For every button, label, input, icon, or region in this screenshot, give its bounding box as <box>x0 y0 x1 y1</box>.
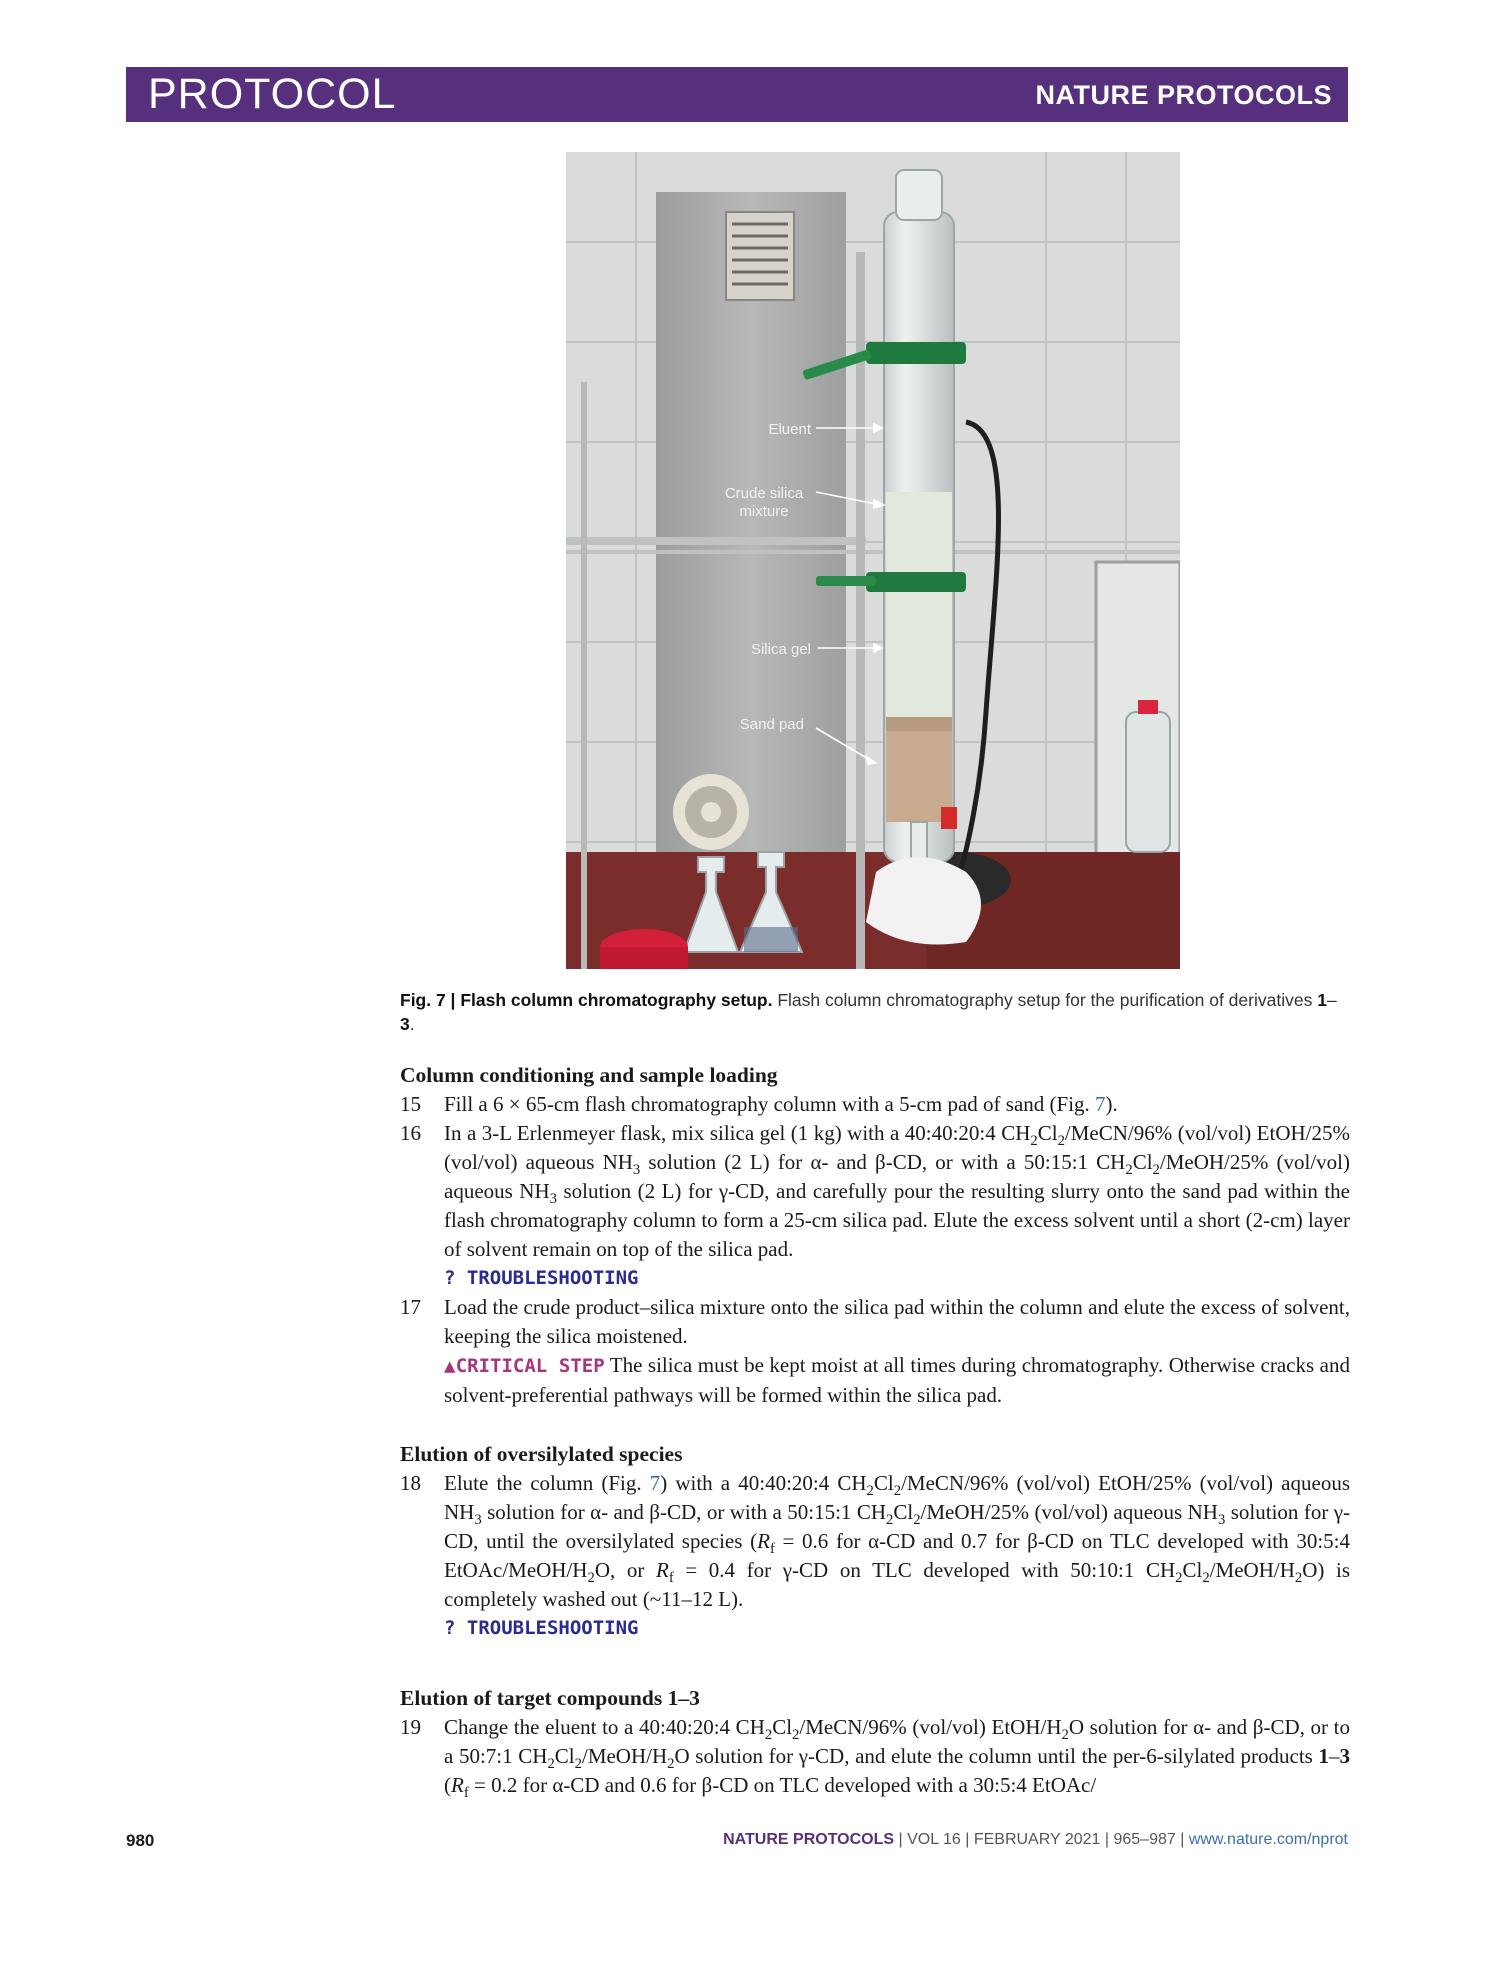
figure-ref-link[interactable]: 7 <box>649 1471 661 1495</box>
subscript: 2 <box>913 1512 921 1529</box>
step-text: Cl <box>554 1744 575 1768</box>
step-text: O) is completely washed out (~11–12 L). <box>444 1558 1351 1611</box>
step-text: = 0.4 for γ-CD on TLC developed with 50:10:1 CH <box>673 1558 1176 1582</box>
step-text: /MeOH/25% (vol/vol) aqueous NH <box>920 1500 1218 1524</box>
step-text: Cl <box>1132 1150 1153 1174</box>
subscript: 2 <box>764 1727 773 1744</box>
footer-sep: | <box>894 1831 908 1848</box>
header-bar <box>126 67 1348 122</box>
step-text: /MeCN/96% (vol/vol) EtOH/25% (vol/vol) aqueous NH <box>444 1121 1350 1174</box>
subscript: 2 <box>1294 1570 1303 1587</box>
critical-step-label: ▲CRITICAL STEP <box>444 1355 605 1377</box>
footer-sep: | <box>1175 1831 1189 1848</box>
step-number: 19 <box>400 1715 421 1739</box>
caption-compound-start: 1 <box>1317 990 1327 1010</box>
step-text: O solution for α- and β-CD, or to a 50:7:1 CH <box>444 1715 1350 1768</box>
figure-ref-link[interactable]: 7 <box>1095 1092 1106 1116</box>
step-text: solution (2 L) for γ-CD, and carefully pour the resulting slurry onto the sand pad within the flash chromatography column to form a 25-cm silica pad. Elute the excess solvent until a short (2-cm) layer of solvent remain on top of the silica pad. <box>444 1179 1350 1261</box>
step-text: Elute the column (Fig. <box>444 1471 650 1495</box>
section-title: Column conditioning and sample loading <box>400 1063 778 1087</box>
step-19 <box>400 1713 1350 1800</box>
step-text: Change the eluent to a 40:40:20:4 CH <box>444 1715 765 1739</box>
subscript: 2 <box>547 1756 555 1773</box>
step-text: Fill a 6 × 65-cm flash chromatography column with a 5-cm pad of sand (Fig. <box>444 1092 1096 1116</box>
subscript: 2 <box>587 1570 595 1587</box>
rf-symbol: R <box>451 1773 464 1797</box>
step-text: Cl <box>873 1471 894 1495</box>
figure-label-crude-silica: Crude silica <box>724 485 804 502</box>
section-target <box>400 1684 1350 1800</box>
section-title: Elution of target compounds 1–3 <box>400 1686 700 1710</box>
footer-journal: NATURE PROTOCOLS <box>723 1831 895 1848</box>
step-text: O solution for γ-CD, and elute the column until the per-6-silylated products <box>674 1744 1319 1768</box>
subscript: 2 <box>893 1483 902 1500</box>
subscript: 2 <box>1202 1570 1210 1587</box>
footer-pages: 965–987 <box>1113 1831 1176 1848</box>
step-18 <box>400 1469 1350 1643</box>
subscript: 2 <box>574 1756 582 1773</box>
step-text: = 0.6 for α-CD and 0.7 for β-CD on TLC developed with 30:5:4 EtOAc/MeOH/H <box>444 1529 1350 1582</box>
subscript: 2 <box>1030 1133 1038 1150</box>
subscript: 2 <box>792 1727 800 1744</box>
subscript: 2 <box>667 1756 675 1773</box>
step-text: ) with a 40:40:20:4 CH <box>660 1471 867 1495</box>
footer-volume: VOL 16 <box>907 1831 961 1848</box>
step-number: 17 <box>400 1295 421 1319</box>
step-text: solution for α- and β-CD, or with a 50:15:1 CH <box>481 1500 887 1524</box>
caption-text: Flash column chromatography setup for the purification of derivatives <box>777 990 1313 1010</box>
step-text: = 0.2 for α-CD and 0.6 for β-CD on TLC developed with a 30:5:4 EtOAc/ <box>468 1773 1097 1797</box>
subscript: 2 <box>866 1483 874 1500</box>
step-15 <box>400 1090 1350 1119</box>
caption-end: . <box>409 1014 415 1034</box>
step-text: The silica must be kept moist at all times during chromatography. Otherwise cracks and solvent-preferential pathways will be formed within the silica pad. <box>444 1353 1350 1407</box>
footer-date: FEBRUARY 2021 <box>973 1831 1101 1848</box>
section-conditioning <box>400 1061 1350 1410</box>
step-text: Cl <box>772 1715 793 1739</box>
step-number: 16 <box>400 1121 421 1145</box>
subscript: 3 <box>474 1512 482 1529</box>
caption-label: Fig. 7 | Flash column chromatography setup. <box>400 990 773 1010</box>
compound-number: 1 <box>1318 1744 1329 1768</box>
rf-symbol: R <box>655 1558 669 1582</box>
footer-url-link[interactable]: www.nature.com/nprot <box>1188 1831 1348 1848</box>
section-title: Elution of oversilylated species <box>400 1442 683 1466</box>
step-text: Cl <box>1037 1121 1058 1145</box>
step-number: 18 <box>400 1471 421 1495</box>
step-text: ). <box>1105 1092 1118 1116</box>
step-16 <box>400 1119 1350 1293</box>
header-section-label: PROTOCOL <box>148 70 397 118</box>
caption-compound-end: 3 <box>400 1014 410 1034</box>
step-text: In a 3-L Erlenmeyer flask, mix silica gel (1 kg) with a 40:40:20:4 CH <box>444 1121 1031 1145</box>
subscript: 2 <box>1175 1570 1183 1587</box>
step-text: solution for γ-CD, until the oversilylated species ( <box>444 1500 1351 1553</box>
step-text: – <box>1329 1744 1340 1768</box>
subscript: 3 <box>632 1162 641 1179</box>
caption-dash: – <box>1326 990 1337 1010</box>
compound-number: 3 <box>1339 1744 1350 1768</box>
subscript: 2 <box>1061 1727 1069 1744</box>
footer <box>723 1831 1348 1849</box>
subscript: 2 <box>1057 1133 1065 1150</box>
footer-sep: | <box>960 1831 974 1848</box>
step-text: solution (2 L) for α- and β-CD, or with a 50:15:1 CH <box>640 1150 1126 1174</box>
step-text: /MeOH/H <box>1209 1558 1295 1582</box>
step-text: Cl <box>893 1500 914 1524</box>
troubleshooting-link[interactable]: ? TROUBLESHOOTING <box>444 1617 639 1639</box>
figure-label-sand-pad: Sand pad <box>739 716 804 733</box>
subscript: 3 <box>549 1191 557 1208</box>
figure-label-eluent: Eluent <box>768 421 811 438</box>
troubleshooting-link[interactable]: ? TROUBLESHOOTING <box>444 1267 639 1289</box>
page-number: 980 <box>126 1831 155 1850</box>
footer-sep: | <box>1100 1831 1114 1848</box>
rf-symbol: R <box>757 1529 770 1553</box>
step-text: Cl <box>1182 1558 1203 1582</box>
step-text: Load the crude product–silica mixture onto the silica pad within the column and elute the excess of solvent, keeping the silica moistened. <box>444 1295 1350 1348</box>
header-journal-name: NATURE PROTOCOLS <box>1035 80 1332 110</box>
subscript: 2 <box>1125 1162 1133 1179</box>
step-number: 15 <box>400 1092 421 1116</box>
step-text: /MeOH/25% (vol/vol) aqueous NH <box>444 1150 1350 1203</box>
figure-caption <box>400 988 1348 1036</box>
step-text: /MeCN/96% (vol/vol) EtOH/25% (vol/vol) aqueous NH <box>444 1471 1350 1524</box>
section-oversilylated <box>400 1440 1350 1643</box>
step-text: O, or <box>594 1558 656 1582</box>
subscript: 3 <box>1217 1512 1226 1529</box>
subscript: f <box>769 1541 775 1558</box>
step-text: ( <box>444 1773 451 1797</box>
subscript: f <box>668 1570 674 1587</box>
step-text: /MeCN/96% (vol/vol) EtOH/H <box>799 1715 1062 1739</box>
step-17 <box>400 1293 1350 1410</box>
subscript: 2 <box>1152 1162 1160 1179</box>
step-text: /MeOH/H <box>581 1744 668 1768</box>
figure-label-silica-gel: Silica gel <box>750 641 811 658</box>
figure-label-crude-mixture: mixture <box>739 503 789 520</box>
subscript: 2 <box>886 1512 894 1529</box>
subscript: f <box>463 1785 469 1802</box>
figure-photo <box>566 152 1180 969</box>
